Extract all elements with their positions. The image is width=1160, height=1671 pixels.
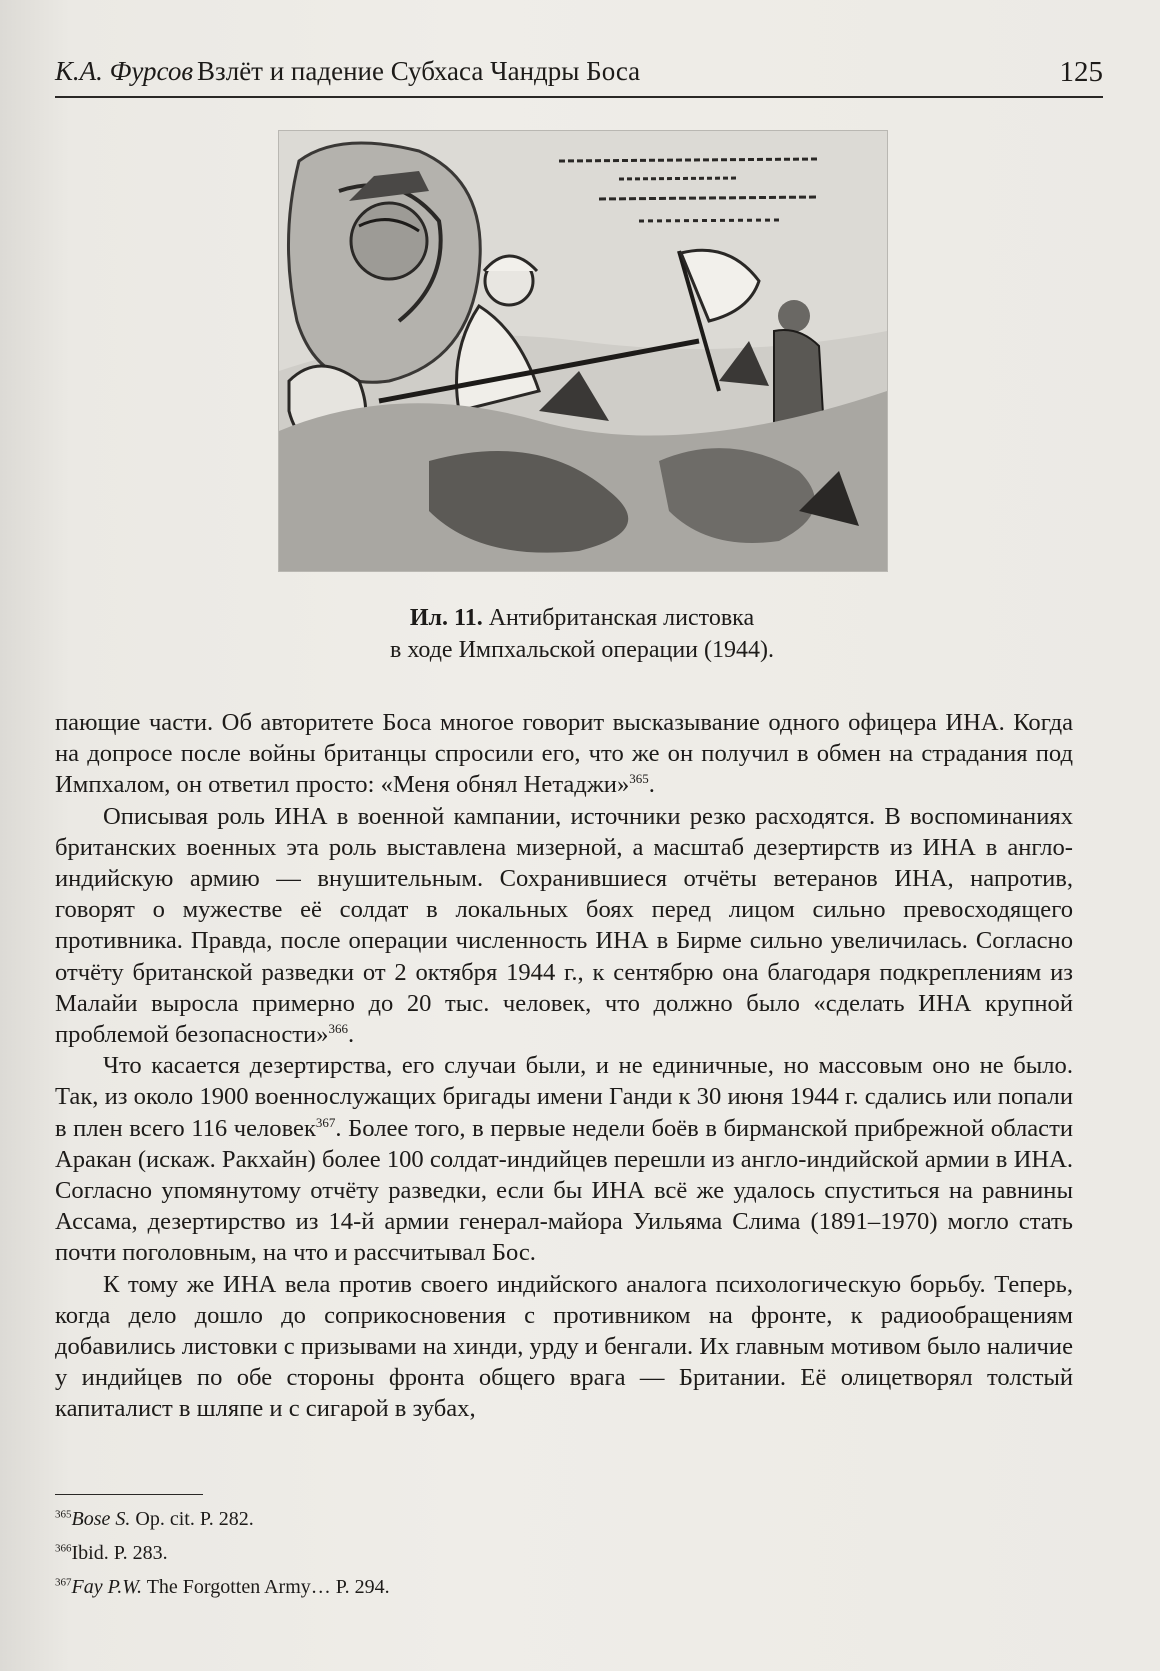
paragraph-4: К тому же ИНА вела против своего индийского аналога психологическую борьбу. Теперь, когда дело дошло до соприкосновения с противником на фронте, к радиообращениям добавились листовки с призывами на хинди, урду и бенгали. Их главным мотивом было наличие у индийцев по обе стороны фронта общего врага — Британии. Её олицетворял толстый капиталист в шляпе и с сигарой в зубах, bbox=[55, 1270, 1073, 1423]
caption-label: Ил. 11. bbox=[409, 605, 483, 631]
leaflet-illustration bbox=[278, 130, 888, 572]
footnote-365: $^{365}$Bose S. Op. cit. P. 282. bbox=[55, 1508, 254, 1530]
footnote-366: $^{366}$Ibid. P. 283. bbox=[55, 1542, 168, 1564]
running-header bbox=[55, 50, 1103, 96]
header-left bbox=[55, 56, 640, 87]
footnote-367: $^{367}$Fay P.W. The Forgotten Army… P. 294. bbox=[55, 1576, 390, 1598]
footnote-ref-366: 366 bbox=[328, 1020, 348, 1036]
page-number: 125 bbox=[1059, 56, 1103, 88]
header-rule bbox=[55, 96, 1103, 98]
footnotes bbox=[55, 1502, 755, 1604]
paragraph-1: пающие части. Об авторитете Боса многое говорит высказывание одного офицера ИНА. Когда на допросе после войны британцы спросили его, что же он получил в обмен на страдания под Импхалом, он ответил просто: «Меня обнял Нетаджи»$^{365}$. bbox=[55, 709, 1073, 799]
caption-line2: в ходе Импхальской операции (1944). bbox=[389, 637, 775, 663]
footnote-rule bbox=[55, 1494, 203, 1495]
figure-caption bbox=[278, 602, 886, 666]
paragraph-2: Описывая роль ИНА в военной кампании, источники резко расходятся. В воспоминаниях британских военных эта роль выставлена мизерной, а масштаб дезертирств из ИНА в англо-индийскую армию — внушительным. Сохранившиеся отчёты ветеранов ИНА, напротив, говорят о мужестве её солдат в локальных боях перед лицом сильно превосходящего противника. Правда, после операции численность ИНА в Бирме сильно увеличилась. Согласно отчёту британской разведки от 2 октября 1944 г., к сентябрю она благодаря подкреплениям из Малайи выросла примерно до 20 тыс. человек, что должно было «сделать ИНА крупной проблемой безопасности»$^{366}$. bbox=[55, 802, 1073, 1049]
paragraph-3: Что касается дезертирства, его случаи были, и не единичные, но массовым оно не было. Так, из около 1900 военнослужащих бригады имени Ганди к 30 июня 1944 г. сдались или попали в плен всего 116 человек$^{367}$. Более того, в первые недели боёв в бирманской прибрежной области Аракан (искаж. Ракхайн) более 100 солдат-индийцев перешли из англо-индийской армии в ИНА. Согласно упомянутому отчёту разведки, если бы ИНА всё же удалось спуститься на равнины Ассама, дезертирство из 14-й армии генерал-майора Уильяма Слима (1891–1970) могло стать почти поголовным, на что и рассчитывал Бос. bbox=[55, 1052, 1073, 1267]
header-author: К.А. Фурсов bbox=[55, 56, 194, 86]
header-title: Взлёт и падение Субхаса Чандры Боса bbox=[197, 56, 641, 86]
main-text bbox=[55, 707, 1073, 1425]
footnote-ref-367: 367 bbox=[315, 1114, 336, 1130]
leaflet-drawing bbox=[279, 131, 887, 571]
caption-line1: Антибританская листовка bbox=[488, 605, 755, 631]
footnote-ref-365: 365 bbox=[629, 771, 649, 787]
